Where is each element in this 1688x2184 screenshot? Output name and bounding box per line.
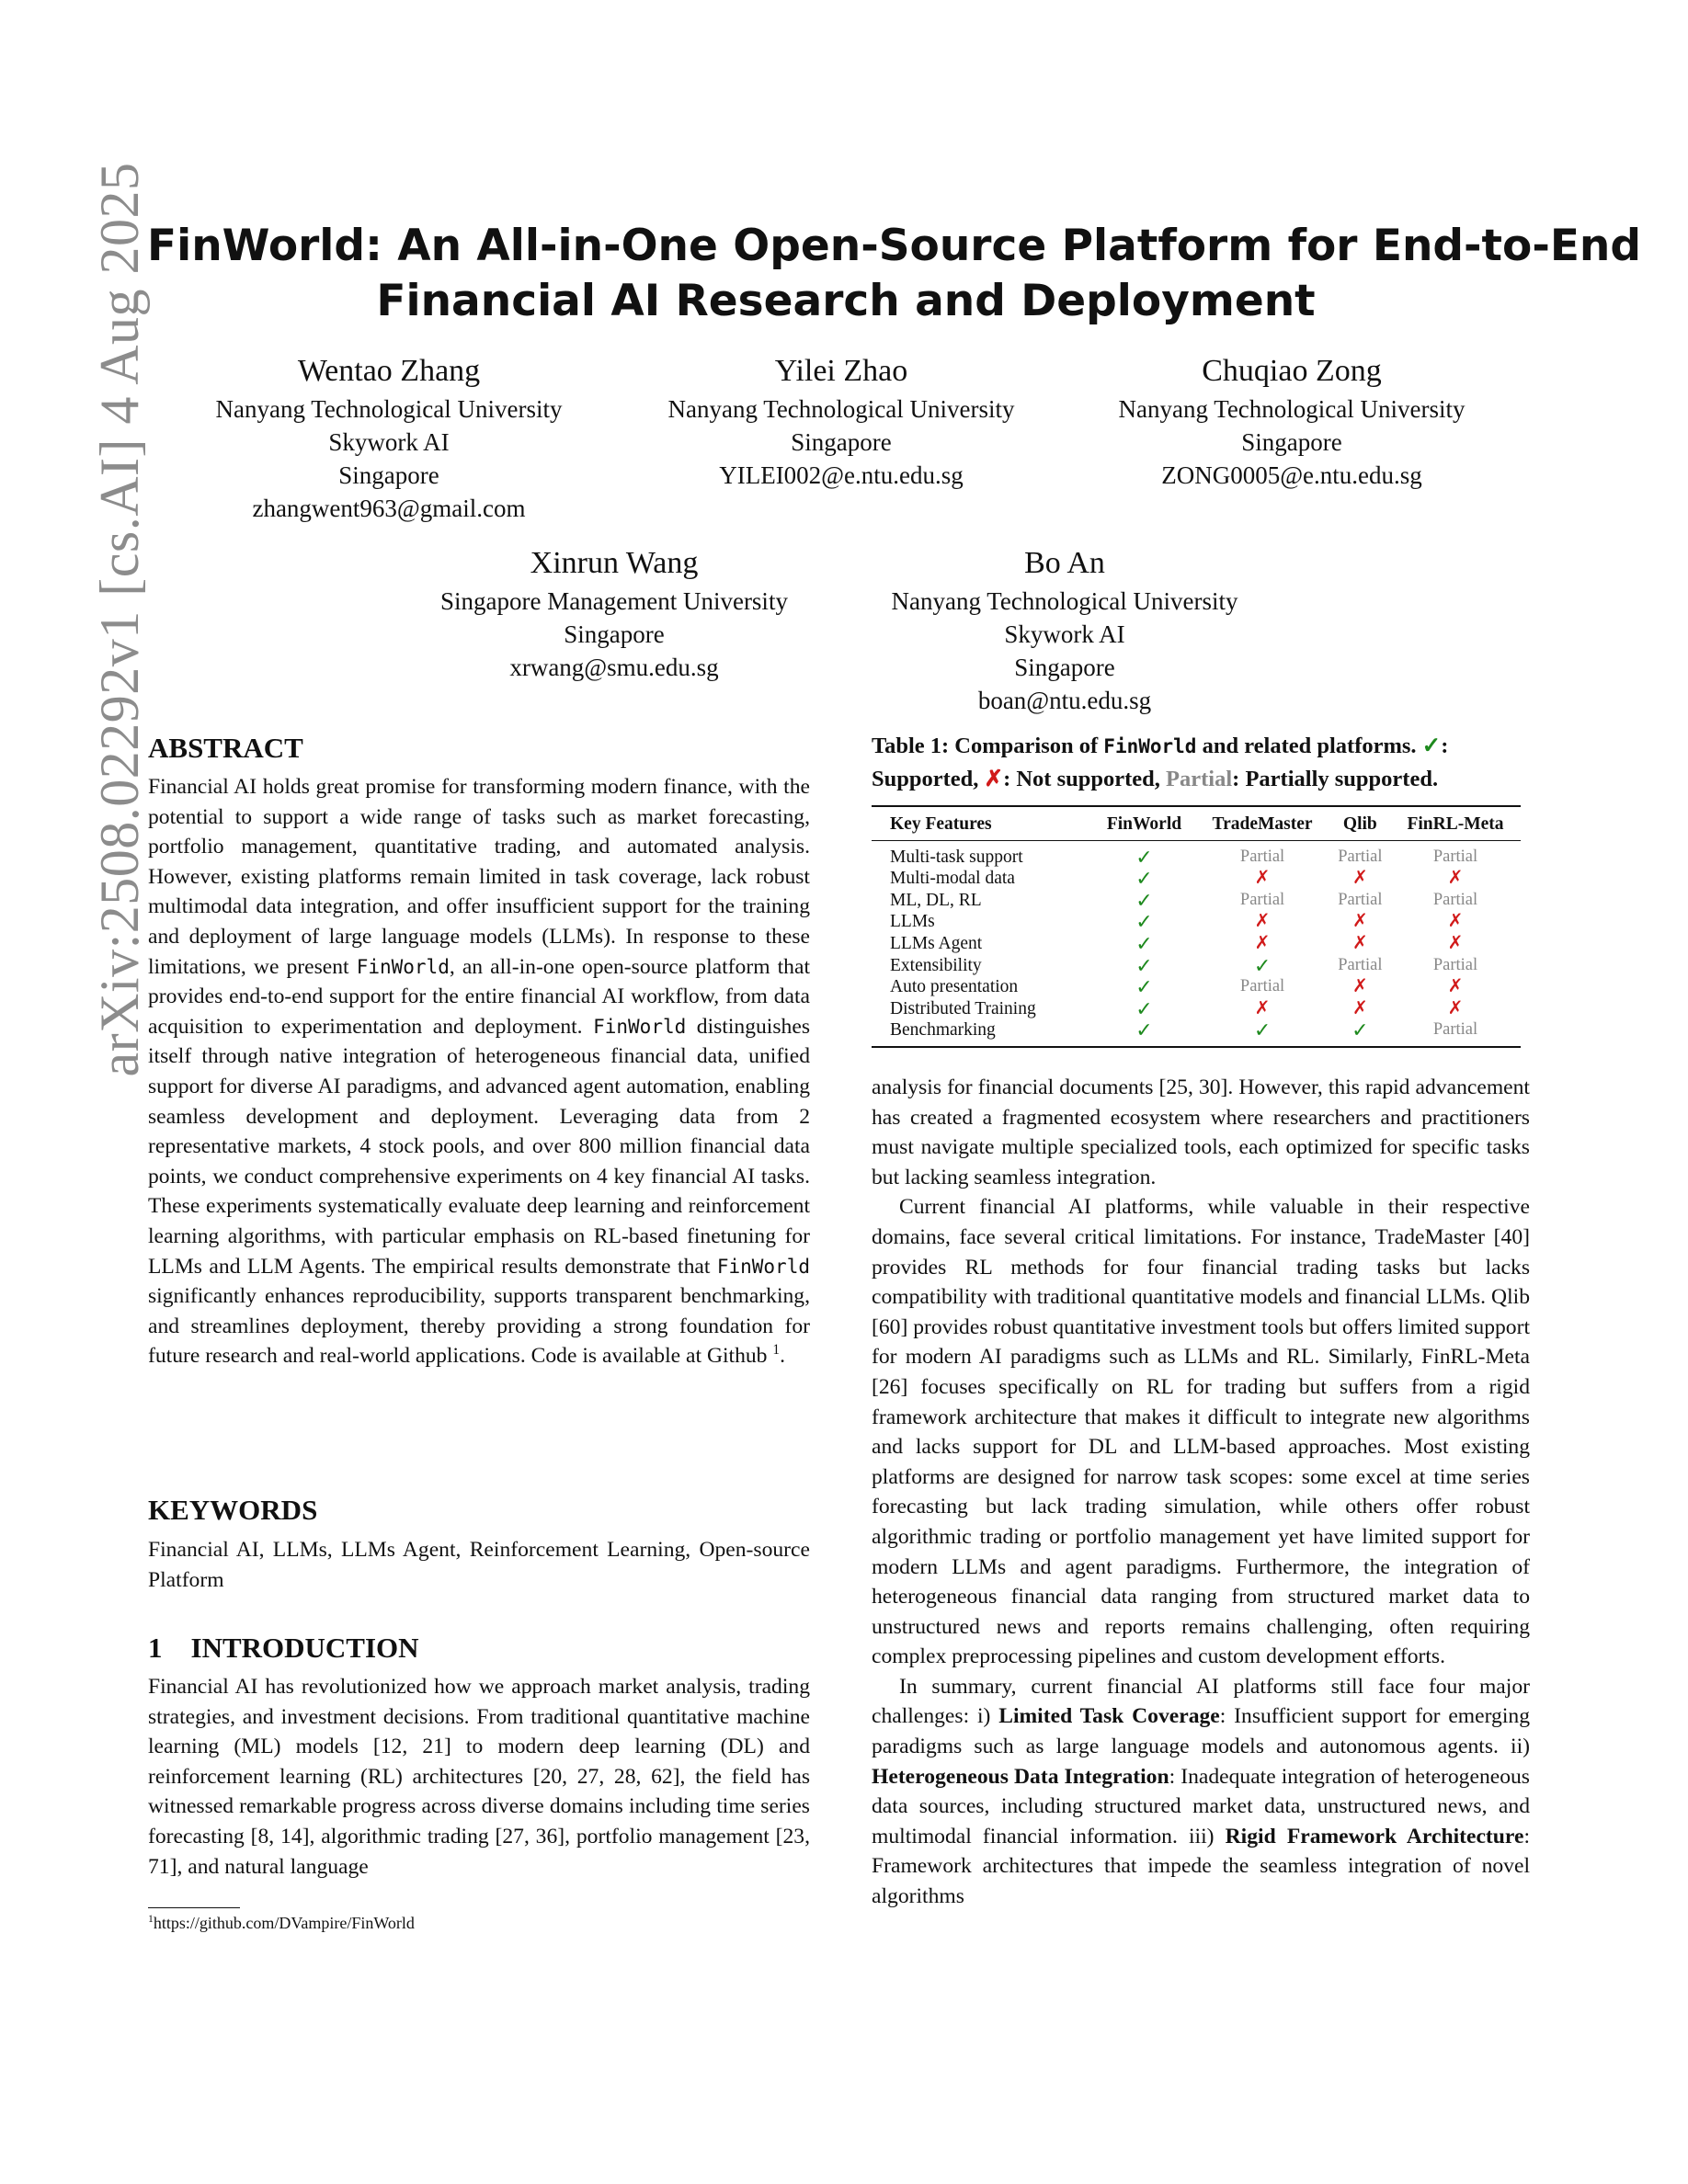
- partial-label: Partial: [1166, 767, 1233, 791]
- caption-text: : Supported,: [872, 734, 1449, 791]
- footnote-link[interactable]: https://github.com/DVampire/FinWorld: [153, 1914, 415, 1932]
- comparison-table: [872, 805, 1521, 1048]
- partial-cell: Partial: [1338, 847, 1383, 866]
- author-country: Singapore: [1241, 428, 1342, 456]
- check-mark-icon: ✓: [1421, 734, 1442, 758]
- author-email: YILEI002@e.ntu.edu.sg: [719, 461, 964, 489]
- code-finworld: FinWorld: [356, 955, 450, 978]
- caption-text: and related platforms.: [1196, 734, 1422, 758]
- cross-mark-icon: ✗: [1352, 868, 1368, 889]
- check-mark-icon: ✓: [1135, 931, 1153, 955]
- feature-cell: LLMs Agent: [890, 933, 983, 953]
- table-row: [872, 911, 1521, 933]
- challenge-label: Heterogeneous Data Integration: [872, 1764, 1169, 1789]
- author-email: ZONG0005@e.ntu.edu.sg: [1161, 461, 1422, 489]
- author-affiliation: Singapore Management University: [440, 587, 788, 615]
- caption-text: : Partially supported.: [1232, 767, 1439, 791]
- table-row: [872, 890, 1521, 912]
- feature-cell: Benchmarking: [872, 1019, 1094, 1047]
- partial-cell: Partial: [1239, 890, 1285, 909]
- author-name: Bo An: [1024, 546, 1105, 580]
- table-row: [872, 976, 1521, 998]
- cross-mark-icon: ✗: [1447, 911, 1464, 932]
- cross-mark-icon: ✗: [1447, 932, 1464, 953]
- cross-mark-icon: ✗: [1254, 997, 1271, 1018]
- abstract-text: distinguishes itself through native integration of heterogeneous financial data, unified support for diverse AI paradigms, and advanced agent automation, enabling seamless development and deployment. Leveraging data from 2 representative markets, 4 stock pools, and over 800 million financial data points, we conduct comprehensive experiments on 4 key financial AI tasks. These experiments systematically evaluate deep learning and reinforcement learning algorithms, with particular emphasis on RL-based finetuning for LLMs and LLM Agents. The empirical results demonstrate that: [148, 1014, 810, 1279]
- abstract-text: , an all-in-one open-source platform that provides end-to-end support for the entire financial AI workflow, from data acquisition to experimentation and deployment.: [148, 954, 810, 1039]
- author-name: Yilei Zhao: [774, 354, 908, 388]
- caption-text: : Not supported,: [1003, 767, 1167, 791]
- abstract-body: [148, 772, 810, 1371]
- author-block-5: [853, 542, 1276, 717]
- code-finworld: FinWorld: [593, 1015, 687, 1038]
- feature-cell: Extensibility: [890, 955, 982, 975]
- body-text: : Framework architectures that impede the seamless integration of novel algorithms: [872, 1824, 1530, 1909]
- check-mark-icon: ✓: [1330, 1019, 1390, 1047]
- partial-cell: Partial: [1390, 1019, 1521, 1047]
- cross-mark-icon: ✗: [1352, 911, 1368, 932]
- challenge-label: Rigid Framework Architecture: [1225, 1824, 1524, 1848]
- partial-cell: Partial: [1432, 955, 1478, 974]
- author-country: Singapore: [564, 620, 665, 648]
- author-name: Wentao Zhang: [297, 354, 481, 388]
- footnote: [148, 1912, 415, 1934]
- column-header: Qlib: [1330, 806, 1390, 840]
- table-header-row: [872, 806, 1521, 840]
- column-header: FinRL-Meta: [1390, 806, 1521, 840]
- keywords-text: Financial AI, LLMs, LLMs Agent, Reinforcement Learning, Open-source Platform: [148, 1538, 810, 1592]
- body-text: : Inadequate integration of heterogeneous data sources, including structured market data, unstructured news, and multimodal financial information. iii): [872, 1764, 1530, 1848]
- author-block-4: [403, 542, 826, 684]
- keywords-heading: KEYWORDS: [148, 1494, 318, 1526]
- introduction-body: [148, 1672, 810, 1882]
- table-row: [872, 868, 1521, 890]
- introduction-heading: 1 INTRODUCTION: [148, 1632, 419, 1664]
- partial-cell: Partial: [1432, 847, 1478, 866]
- cross-mark-icon: ✗: [1254, 932, 1271, 953]
- column-header: TradeMaster: [1194, 806, 1329, 840]
- check-mark-icon: ✓: [1194, 1019, 1329, 1047]
- challenge-label: Limited Task Coverage: [998, 1704, 1220, 1729]
- author-affiliation: Skywork AI: [328, 428, 450, 456]
- table-row: [872, 998, 1521, 1020]
- check-mark-icon: ✓: [1135, 888, 1153, 912]
- column-header: FinWorld: [1094, 806, 1195, 840]
- author-country: Singapore: [1014, 654, 1115, 681]
- title-line-2: Financial AI Research and Deployment: [376, 276, 1316, 326]
- keywords-body: [148, 1535, 810, 1595]
- feature-cell: Auto presentation: [890, 977, 1019, 997]
- abstract-paragraph: [148, 772, 810, 1371]
- table-row: [872, 1019, 1521, 1047]
- author-email: xrwang@smu.edu.sg: [509, 654, 719, 681]
- table-row: [872, 933, 1521, 955]
- arxiv-identifier-stamp: arXiv:2508.02292v1 [cs.AI] 4 Aug 2025: [89, 162, 150, 1077]
- title-line-1: FinWorld: An All-in-One Open-Source Platform for End-to-End: [147, 221, 1642, 271]
- author-block-3: [1080, 350, 1503, 492]
- feature-cell: Multi-modal data: [890, 869, 1015, 889]
- check-mark-icon: ✓: [1135, 996, 1153, 1020]
- author-email: zhangwent963@gmail.com: [252, 495, 526, 522]
- author-name: Xinrun Wang: [530, 546, 699, 580]
- cross-mark-icon: ✗: [984, 767, 1004, 791]
- caption-text: Table 1: Comparison of: [872, 734, 1104, 758]
- footnote-rule: [148, 1907, 240, 1908]
- author-affiliation: Nanyang Technological University: [667, 395, 1015, 423]
- author-country: Singapore: [338, 461, 439, 489]
- author-block-1: [177, 350, 600, 525]
- code-finworld: FinWorld: [716, 1255, 810, 1278]
- partial-cell: Partial: [1338, 890, 1383, 909]
- cross-mark-icon: ✗: [1254, 868, 1271, 889]
- partial-cell: Partial: [1432, 890, 1478, 909]
- cross-mark-icon: ✗: [1447, 868, 1464, 889]
- footnote-number: 1: [148, 1913, 154, 1925]
- table-caption: [872, 730, 1535, 795]
- author-affiliation: Nanyang Technological University: [1118, 395, 1466, 423]
- check-mark-icon: ✓: [1135, 910, 1153, 934]
- partial-cell: Partial: [1239, 977, 1285, 996]
- check-mark-icon: ✓: [1135, 975, 1153, 999]
- cross-mark-icon: ✗: [1352, 932, 1368, 953]
- feature-cell: LLMs: [890, 912, 935, 932]
- cross-mark-icon: ✗: [1447, 997, 1464, 1018]
- cross-mark-icon: ✗: [1254, 911, 1271, 932]
- body-paragraph: Current financial AI platforms, while valuable in their respective domains, face several critical limitations. For instance, TradeMaster [40] provides RL methods for four financial trading tasks but lacks compatibility with traditional quantitative models and financial LLMs. Qlib [60] provides robust quantitative investment tools but offers limited support for modern AI paradigms such as LLMs and RL. Similarly, FinRL-Meta [26] focuses specifically on RL for trading but suffers from a rigid framework architecture that makes it difficult to integrate new algorithms and lacks support for DL and LLM-based approaches. Most existing platforms are designed for narrow task scopes: some excel at time series forecasting but lack trading simulation, while others offer robust algorithmic trading or portfolio management yet have limited support for modern LLMs and agent paradigms. Furthermore, the integration of heterogeneous financial data ranging from structured market data to unstructured news and reports remains challenging, often requiring complex preprocessing pipelines and custom development efforts.: [872, 1195, 1530, 1669]
- check-mark-icon: ✓: [1094, 1019, 1195, 1047]
- abstract-text: significantly enhances reproducibility, supports transparent benchmarking, and streamlines deployment, thereby providing a strong foundation for future research and real-world applications. Code is available at Github: [148, 1284, 810, 1369]
- right-column-body: [872, 1073, 1530, 1912]
- check-mark-icon: ✓: [1135, 953, 1153, 977]
- author-affiliation: Nanyang Technological University: [215, 395, 563, 423]
- author-email: boan@ntu.edu.sg: [977, 687, 1152, 714]
- column-header: Key Features: [872, 806, 1094, 840]
- table-row: [872, 840, 1521, 868]
- partial-cell: Partial: [1338, 955, 1383, 974]
- author-country: Singapore: [791, 428, 892, 456]
- code-finworld: FinWorld: [1103, 735, 1197, 757]
- check-mark-icon: ✓: [1135, 867, 1153, 891]
- body-text: : Insufficient support for emerging paradigms such as large language models and autonomous agents. ii): [872, 1704, 1530, 1759]
- check-mark-icon: ✓: [1253, 953, 1272, 977]
- abstract-text: Financial AI holds great promise for transforming modern finance, with the potential to support a wide range of tasks such as market forecasting, portfolio management, quantitative trading, and automated analysis. However, existing platforms remain limited in task coverage, lack robust multimodal data integration, and offer insufficient support for the training and deployment of large language models (LLMs). In response to these limitations, we present: [148, 775, 810, 979]
- paper-title: [147, 219, 1642, 329]
- author-block-2: [630, 350, 1053, 492]
- body-paragraph: analysis for financial documents [25, 30]. However, this rapid advancement has created a fragmented ecosystem where researchers and practitioners must navigate multiple specialized tools, each optimized for specific tasks but lacking seamless integration.: [872, 1075, 1530, 1189]
- author-affiliation: Nanyang Technological University: [891, 587, 1238, 615]
- feature-cell: Distributed Training: [890, 998, 1036, 1018]
- feature-cell: ML, DL, RL: [890, 890, 982, 910]
- cross-mark-icon: ✗: [1352, 976, 1368, 997]
- abstract-heading: ABSTRACT: [148, 732, 303, 764]
- cross-mark-icon: ✗: [1352, 997, 1368, 1018]
- abstract-text: .: [780, 1344, 785, 1369]
- feature-cell: Multi-task support: [890, 847, 1023, 867]
- partial-cell: Partial: [1239, 847, 1285, 866]
- body-text: In summary, current financial AI platforms still face four major challenges: i): [872, 1674, 1530, 1729]
- cross-mark-icon: ✗: [1447, 976, 1464, 997]
- body-paragraph: [872, 1672, 1530, 1912]
- footnote-marker[interactable]: 1: [772, 1342, 781, 1359]
- author-name: Chuqiao Zong: [1202, 354, 1382, 388]
- intro-paragraph: Financial AI has revolutionized how we approach market analysis, trading strategies, and investment decisions. From traditional quantitative machine learning (ML) models [12, 21] to modern deep learning (DL) and reinforcement learning (RL) architectures [20, 27, 28, 62], the field has witnessed remarkable progress across diverse domains including time series forecasting [8, 14], algorithmic trading [27, 36], portfolio management [23, 71], and natural language: [148, 1675, 810, 1879]
- table-row: [872, 955, 1521, 977]
- author-affiliation: Skywork AI: [1004, 620, 1125, 648]
- check-mark-icon: ✓: [1135, 845, 1153, 869]
